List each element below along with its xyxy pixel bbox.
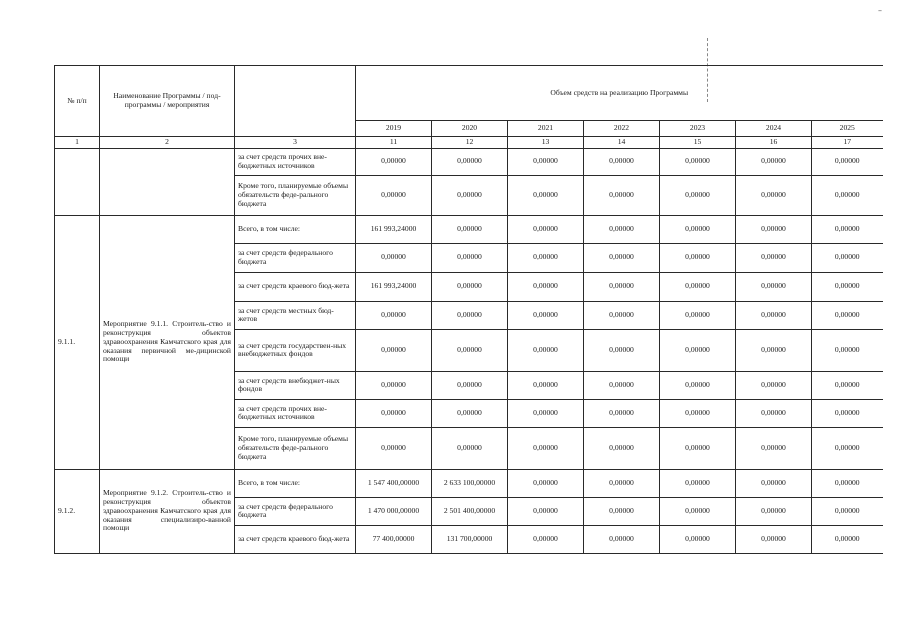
value-cell: 0,00000	[736, 497, 812, 525]
item-name	[100, 148, 235, 215]
value-cell: 0,00000	[736, 301, 812, 329]
value-cell: 0,00000	[508, 148, 584, 175]
funding-source: за счет средств прочих вне-бюджетных источников	[235, 148, 356, 175]
value-cell: 0,00000	[660, 497, 736, 525]
value-cell: 0,00000	[508, 175, 584, 215]
value-cell: 0,00000	[432, 399, 508, 427]
value-cell: 0,00000	[432, 175, 508, 215]
funding-source: за счет средств государствен-ных внебюджетных фондов	[235, 329, 356, 371]
value-cell: 0,00000	[736, 371, 812, 399]
value-cell: 0,00000	[432, 371, 508, 399]
value-cell: 0,00000	[584, 469, 660, 497]
col-number: 2	[100, 137, 235, 149]
value-cell: 0,00000	[812, 525, 883, 553]
col-number: 11	[356, 137, 432, 149]
column-numbers-row	[55, 137, 883, 149]
value-cell: 0,00000	[508, 525, 584, 553]
col-number: 17	[812, 137, 883, 149]
header-row	[55, 66, 883, 121]
value-cell: 0,00000	[356, 329, 432, 371]
item-code: 9.1.2.	[55, 469, 100, 553]
item-code: 9.1.1.	[55, 215, 100, 469]
value-cell: 0,00000	[660, 329, 736, 371]
value-cell: 0,00000	[660, 272, 736, 301]
value-cell: 0,00000	[812, 427, 883, 469]
value-cell: 0,00000	[812, 497, 883, 525]
header-col-volume: Объем средств на реализацию Программы	[356, 66, 883, 121]
value-cell: 0,00000	[508, 371, 584, 399]
value-cell: 0,00000	[508, 469, 584, 497]
value-cell: 0,00000	[432, 243, 508, 272]
item-name: Мероприятие 9.1.1. Строитель-ство и реконструкция объектов здравоохранения Камчатского края для оказания первичной ме-дицинской помощи	[100, 215, 235, 469]
value-cell: 0,00000	[736, 469, 812, 497]
value-cell: 77 400,00000	[356, 525, 432, 553]
year-2024: 2024	[736, 121, 812, 137]
value-cell: 0,00000	[812, 329, 883, 371]
value-cell: 0,00000	[356, 427, 432, 469]
value-cell: 0,00000	[584, 272, 660, 301]
value-cell: 0,00000	[812, 148, 883, 175]
value-cell: 0,00000	[356, 175, 432, 215]
value-cell: 0,00000	[508, 301, 584, 329]
value-cell: 0,00000	[508, 329, 584, 371]
value-cell: 161 993,24000	[356, 272, 432, 301]
item-name: Мероприятие 9.1.2. Строитель-ство и реконструкция объектов здравоохранения Камчатского края для оказания специализиро-ванной помощи	[100, 469, 235, 553]
year-2020: 2020	[432, 121, 508, 137]
value-cell: 0,00000	[660, 301, 736, 329]
col-number: 13	[508, 137, 584, 149]
value-cell: 0,00000	[508, 399, 584, 427]
funding-source: за счет средств прочих вне-бюджетных источников	[235, 399, 356, 427]
value-cell: 0,00000	[736, 399, 812, 427]
funding-source: за счет средств федерального бюджета	[235, 243, 356, 272]
funding-source: за счет средств краевого бюд-жета	[235, 525, 356, 553]
col-number: 3	[235, 137, 356, 149]
value-cell: 0,00000	[660, 371, 736, 399]
value-cell: 1 470 000,00000	[356, 497, 432, 525]
funding-source: за счет средств краевого бюд-жета	[235, 272, 356, 301]
year-2019: 2019	[356, 121, 432, 137]
budget-table	[54, 65, 883, 554]
value-cell: 0,00000	[660, 215, 736, 243]
value-cell: 0,00000	[584, 427, 660, 469]
value-cell: 0,00000	[432, 272, 508, 301]
year-2025: 2025	[812, 121, 883, 137]
value-cell: 0,00000	[736, 525, 812, 553]
value-cell: 0,00000	[736, 272, 812, 301]
value-cell: 0,00000	[432, 427, 508, 469]
value-cell: 0,00000	[660, 148, 736, 175]
col-number: 1	[55, 137, 100, 149]
value-cell: 0,00000	[584, 371, 660, 399]
value-cell: 0,00000	[356, 399, 432, 427]
table-body	[55, 148, 883, 553]
funding-source: за счет средств местных бюд-жетов	[235, 301, 356, 329]
value-cell: 0,00000	[736, 148, 812, 175]
value-cell: 0,00000	[812, 175, 883, 215]
value-cell: 1 547 400,00000	[356, 469, 432, 497]
value-cell: 0,00000	[660, 469, 736, 497]
value-cell: 0,00000	[356, 243, 432, 272]
year-2021: 2021	[508, 121, 584, 137]
value-cell: 0,00000	[736, 329, 812, 371]
value-cell: 0,00000	[508, 215, 584, 243]
value-cell: 0,00000	[432, 329, 508, 371]
value-cell: 0,00000	[812, 215, 883, 243]
value-cell: 0,00000	[584, 497, 660, 525]
value-cell: 0,00000	[508, 427, 584, 469]
value-cell: 0,00000	[660, 399, 736, 427]
funding-source: Кроме того, планируемые объемы обязательств феде-рального бюджета	[235, 427, 356, 469]
year-2022: 2022	[584, 121, 660, 137]
value-cell: 0,00000	[584, 243, 660, 272]
value-cell: 2 501 400,00000	[432, 497, 508, 525]
corner-mark: –	[878, 6, 882, 15]
col-number: 14	[584, 137, 660, 149]
table-row	[55, 469, 883, 497]
value-cell: 0,00000	[584, 399, 660, 427]
value-cell: 0,00000	[584, 301, 660, 329]
value-cell: 0,00000	[736, 215, 812, 243]
table-row	[55, 215, 883, 243]
value-cell: 0,00000	[736, 427, 812, 469]
value-cell: 0,00000	[736, 175, 812, 215]
funding-source: Всего, в том числе:	[235, 215, 356, 243]
value-cell: 2 633 100,00000	[432, 469, 508, 497]
value-cell: 0,00000	[736, 243, 812, 272]
col-number: 16	[736, 137, 812, 149]
value-cell: 0,00000	[508, 243, 584, 272]
value-cell: 0,00000	[812, 243, 883, 272]
value-cell: 0,00000	[432, 301, 508, 329]
funding-source: за счет средств внебюджет-ных фондов	[235, 371, 356, 399]
value-cell: 0,00000	[812, 371, 883, 399]
value-cell: 0,00000	[508, 497, 584, 525]
value-cell: 0,00000	[660, 525, 736, 553]
value-cell: 0,00000	[356, 301, 432, 329]
year-2023: 2023	[660, 121, 736, 137]
value-cell: 0,00000	[508, 272, 584, 301]
item-code	[55, 148, 100, 215]
value-cell: 0,00000	[660, 243, 736, 272]
table-row	[55, 148, 883, 175]
value-cell: 131 700,00000	[432, 525, 508, 553]
value-cell: 161 993,24000	[356, 215, 432, 243]
value-cell: 0,00000	[660, 175, 736, 215]
value-cell: 0,00000	[356, 148, 432, 175]
value-cell: 0,00000	[432, 215, 508, 243]
funding-source: за счет средств федерального бюджета	[235, 497, 356, 525]
value-cell: 0,00000	[356, 371, 432, 399]
value-cell: 0,00000	[812, 469, 883, 497]
value-cell: 0,00000	[812, 272, 883, 301]
value-cell: 0,00000	[660, 427, 736, 469]
value-cell: 0,00000	[432, 148, 508, 175]
value-cell: 0,00000	[584, 215, 660, 243]
value-cell: 0,00000	[584, 329, 660, 371]
funding-source: Кроме того, планируемые объемы обязательств феде-рального бюджета	[235, 175, 356, 215]
col-number: 12	[432, 137, 508, 149]
header-col-no: № п/п	[55, 66, 100, 137]
header-col-source	[235, 66, 356, 137]
value-cell: 0,00000	[584, 175, 660, 215]
value-cell: 0,00000	[812, 301, 883, 329]
value-cell: 0,00000	[584, 525, 660, 553]
header-col-name: Наименование Программы / под-программы / мероприятия	[100, 66, 235, 137]
value-cell: 0,00000	[584, 148, 660, 175]
funding-source: Всего, в том числе:	[235, 469, 356, 497]
value-cell: 0,00000	[812, 399, 883, 427]
col-number: 15	[660, 137, 736, 149]
